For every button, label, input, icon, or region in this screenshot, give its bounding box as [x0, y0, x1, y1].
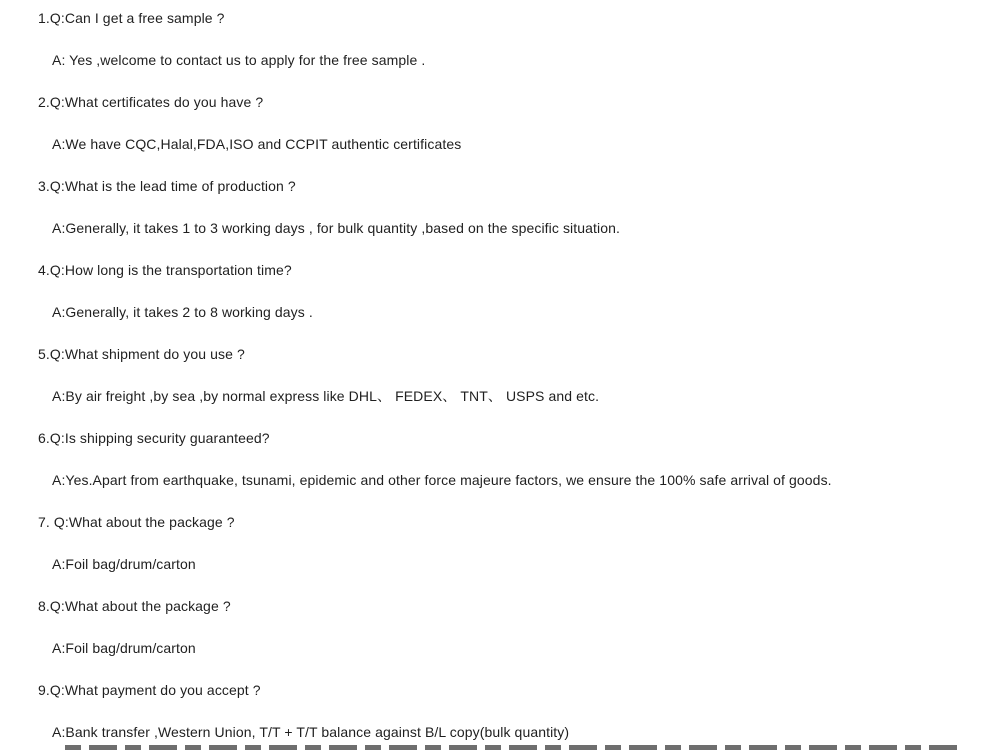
faq-question: 7. Q:What about the package ? — [38, 514, 235, 530]
faq-answer: A:Bank transfer ,Western Union, T/T + T/T balance against B/L copy(bulk quantity) — [52, 724, 570, 740]
faq-question: 6.Q:Is shipping security guaranteed? — [38, 430, 270, 446]
faq-answer: A:By air freight ,by sea ,by normal express like DHL、 FEDEX、 TNT、 USPS and etc. — [52, 388, 600, 404]
faq-question: 8.Q:What about the package ? — [38, 598, 231, 614]
faq-question: 1.Q:Can I get a free sample ? — [38, 10, 225, 26]
faq-answer: A:Yes.Apart from earthquake, tsunami, epidemic and other force majeure factors, we ensure the 100% safe arrival of goods. — [52, 472, 832, 488]
faq-question: 3.Q:What is the lead time of production ? — [38, 178, 296, 194]
faq-question: 9.Q:What payment do you accept ? — [38, 682, 261, 698]
faq-answer: A:Foil bag/drum/carton — [52, 640, 196, 656]
faq-question: 5.Q:What shipment do you use ? — [38, 346, 245, 362]
faq-question: 4.Q:How long is the transportation time? — [38, 262, 292, 278]
faq-answer: A:Foil bag/drum/carton — [52, 556, 196, 572]
faq-answer: A:We have CQC,Halal,FDA,ISO and CCPIT authentic certificates — [52, 136, 462, 152]
faq-answer: A:Generally, it takes 1 to 3 working days , for bulk quantity ,based on the specific situation. — [52, 220, 620, 236]
faq-answer: A: Yes ,welcome to contact us to apply for the free sample . — [52, 52, 426, 68]
clipped-text-artifact — [65, 745, 960, 750]
faq-question: 2.Q:What certificates do you have ? — [38, 94, 264, 110]
faq-answer: A:Generally, it takes 2 to 8 working days . — [52, 304, 313, 320]
